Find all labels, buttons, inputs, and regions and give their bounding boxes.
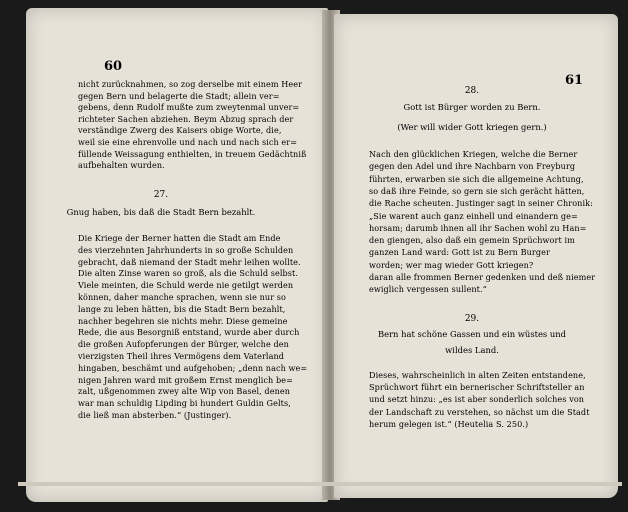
right-paragraph-line-2: gegen den Adel und ihre Nachbarn von Freyburg <box>369 161 576 172</box>
left-paragraph-line-2: gegen Bern und belagerte die Stadt; allein ver= <box>78 90 280 101</box>
page-bottom-edge <box>18 482 622 486</box>
right-section-2-title: Bern hat schöne Gassen und ein wüstes und <box>377 329 567 339</box>
right-paragraph-line-3: führten, erwarben sie sich die allgemeine Achtung, <box>369 173 584 184</box>
right-paragraph-line-5: die Rache scheuten. Justinger sagt in seiner Chronik: <box>369 198 593 209</box>
right-paragraph-line-8: den giengen, also daß ein gemein Sprüchwort im <box>369 235 575 246</box>
right-paragraph-line-6: „Sie warent auch ganz einhell und einandern ge= <box>369 210 578 221</box>
right-section-2-line-5: herum gelegen ist.“ (Heutelia S. 250.) <box>369 418 529 429</box>
left-section-line-11: vierzigsten Theil ihres Vermögens dem Vaterland <box>78 351 285 361</box>
right-paragraph-line-4: so daß ihre Feinde, so gern sie sich gerächt hätten, <box>369 185 585 196</box>
left-paragraph-line-4: richteter Sachen abziehen. Beym Abzug sprach der <box>78 113 294 124</box>
left-section-line-4: Die alten Zinse waren so groß, als die Schuld selbst. <box>78 268 298 279</box>
left-paragraph-line-5: verständige Zwerg des Kaisers obige Worte, die, <box>78 125 282 136</box>
left-section-line-16: die ließ man absterben.“ (Justinger). <box>78 410 232 420</box>
right-paragraph-line-12: ewiglich vergessen sullent.“ <box>369 284 487 295</box>
right-paragraph-line-11: daran alle frommen Berner gedenken und deß niemer <box>369 272 596 282</box>
right-section-2-title-line-2: wildes Land. <box>445 345 499 355</box>
left-page-number: 60 <box>104 59 123 74</box>
right-paragraph-line-7: horsam; darumb ihnen all ihr Sachen wohl zu Han= <box>369 222 587 233</box>
left-section-line-9: Rede, die aus Besorgniß entstand, wurde aber durch <box>78 327 300 338</box>
left-section-number: 27. <box>153 190 169 200</box>
right-section-number: 28. <box>464 86 480 96</box>
left-section-title: Gnug haben, bis daß die Stadt Bern bezahlt. <box>66 207 256 217</box>
left-section-line-15: war man schuldig Lipding bi hundert Guldin Gelts, <box>78 398 291 409</box>
left-section-line-1: Die Kriege der Berner hatten die Stadt am Ende <box>78 233 281 243</box>
right-section-subtitle: (Wer will wider Gott kriegen gern.) <box>397 122 547 132</box>
left-section-line-8: nachher begehren sie nichts mehr. Diese gemeine <box>78 315 288 326</box>
left-section-line-2: des vierzehnten Jahrhunderts in so große Schulden <box>78 244 294 255</box>
right-section-2-line-4: der Landschaft zu verstehen, so nächst um die Stadt <box>369 406 590 417</box>
left-section-line-13: nigen Jahren ward mit großem Ernst menglich be= <box>78 374 293 385</box>
right-paragraph-line-10: worden; wer mag wieder Gott kriegen? <box>369 259 534 270</box>
right-section-2-line-1: Dieses, wahrscheinlich in alten Zeiten entstandene, <box>369 370 586 380</box>
left-section-line-12: hingaben, beschämt und aufgehoben; „denn nach we= <box>78 362 308 373</box>
left-section-line-14: zalt, ußgenommen zwey alte Wip von Basel, denen <box>78 386 291 397</box>
right-paragraph-line-9: ganzen Land ward: Gott ist zu Bern Burger <box>369 247 550 258</box>
left-paragraph-line-1: nicht zurücknahmen, so zog derselbe mit einem Heer <box>78 79 303 89</box>
left-paragraph-line-6: weil sie eine ehrenvolle und nach und nach sich er= <box>78 137 298 147</box>
right-page-number: 61 <box>565 73 584 88</box>
right-section-2-line-3: und setzt hinzu: „es ist aber sonderlich solches von <box>369 394 585 405</box>
right-section-title: Gott ist Bürger worden zu Bern. <box>403 102 541 112</box>
left-section-line-5: Viele meinten, die Schuld werde nie getilgt werden <box>78 280 294 291</box>
left-section-line-6: können, daher manche sprachen, wenn sie nur so <box>78 292 286 302</box>
left-section-line-7: lange zu leben hätten, bis die Stadt Bern bezahlt, <box>78 303 286 314</box>
left-section-line-10: die großen Aufopferungen der Bürger, welche den <box>78 339 289 350</box>
left-paragraph-line-7: füllende Weissagung enthielten, in treuem Gedächtniß <box>78 148 307 159</box>
right-section-2-line-2: Sprüchwort führt ein bernerischer Schriftsteller an <box>369 382 585 393</box>
left-paragraph-line-8: aufbehalten wurden. <box>78 160 165 171</box>
right-paragraph-line-1: Nach den glücklichen Kriegen, welche die Berner <box>369 149 578 159</box>
left-section-line-3: gebracht, daß niemand der Stadt mehr leihen wollte. <box>78 256 301 267</box>
left-paragraph-line-3: gebens, denn Rudolf mußte zum zweytenmal unver= <box>78 102 300 113</box>
right-section-2-number: 29. <box>464 314 480 324</box>
